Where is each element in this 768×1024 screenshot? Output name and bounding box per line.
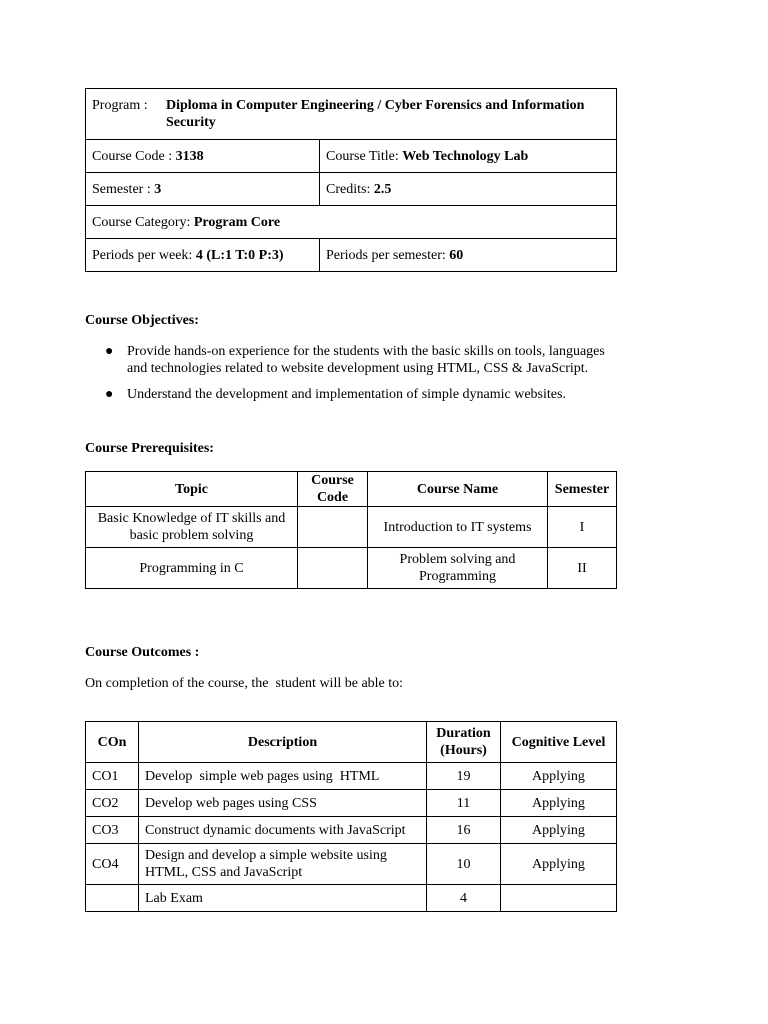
table-row [86,885,617,912]
outcomes-heading: Course Outcomes : [85,645,200,660]
table-row [86,844,617,885]
duration-cell: 4 [427,885,501,912]
course-name-cell: Introduction to IT systems [368,507,548,548]
co-cell: CO2 [86,790,139,817]
column-header: Course Code [298,472,368,507]
semester-cell: II [548,548,617,589]
description-cell: Construct dynamic documents with JavaScript [139,817,427,844]
column-header: Semester [548,472,617,507]
prerequisites-header-row [86,472,617,507]
periods-week-value: 4 (L:1 T:0 P:3) [195,247,284,263]
credits-cell [320,173,617,206]
outcomes-header-row [86,722,617,763]
semester-value: 3 [154,181,162,197]
table-row [86,763,617,790]
course-code-value: 3138 [175,148,204,164]
credits-label: Credits: [326,181,374,197]
cognitive-level-cell: Applying [501,763,617,790]
program-label: Program : [92,98,148,113]
cognitive-level-cell: Applying [501,790,617,817]
column-header: Cognitive Level [501,722,617,763]
periods-week-label: Periods per week: [92,247,196,263]
duration-cell: 19 [427,763,501,790]
objectives-heading: Course Objectives: [85,313,199,328]
semester-cell: I [548,507,617,548]
co-cell [86,885,139,912]
objective-text: Provide hands-on experience for the students with the basic skills on tools, languages and technologies related to website development using HTML, CSS & JavaScript. [127,344,605,376]
course-title-cell [320,140,617,173]
duration-cell: 11 [427,790,501,817]
periods-semester-cell [320,239,617,272]
co-cell: CO1 [86,763,139,790]
program-cell [86,89,617,140]
prerequisites-heading: Course Prerequisites: [85,441,214,456]
table-row [86,507,617,548]
objectives-list [105,343,620,412]
course-title-value: Web Technology Lab [402,148,529,164]
outcomes-intro: On completion of the course, the student will be able to: [85,676,404,691]
description-cell: Develop simple web pages using HTML [139,763,427,790]
co-cell: CO3 [86,817,139,844]
duration-cell: 16 [427,817,501,844]
table-row [86,548,617,589]
objective-text: Understand the development and implementation of simple dynamic websites. [127,387,566,402]
semester-row [86,173,617,206]
cognitive-level-cell: Applying [501,844,617,885]
periods-semester-label: Periods per semester: [326,247,450,263]
program-value: Diploma in Computer Engineering / Cyber Forensics and Information Security [166,98,585,130]
column-header: Topic [86,472,298,507]
category-row [86,206,617,239]
category-label: Course Category: [92,214,194,230]
category-value: Program Core [193,214,281,230]
course-name-cell: Problem solving and Programming [368,548,548,589]
periods-semester-value: 60 [449,247,464,263]
duration-cell: 10 [427,844,501,885]
description-cell: Develop web pages using CSS [139,790,427,817]
semester-label: Semester : [92,181,155,197]
topic-cell: Programming in C [86,548,298,589]
description-cell: Lab Exam [139,885,427,912]
table-row [86,817,617,844]
bullet-icon: ● [105,344,114,359]
periods-week-cell [86,239,320,272]
course-code-cell [86,140,320,173]
topic-cell: Basic Knowledge of IT skills and basic problem solving [86,507,298,548]
table-row [86,790,617,817]
semester-cell [86,173,320,206]
cognitive-level-cell: Applying [501,817,617,844]
bullet-icon: ● [105,387,114,402]
course-code-label: Course Code : [92,148,176,164]
periods-row [86,239,617,272]
course-info-table [85,88,617,272]
category-cell [86,206,617,239]
prerequisites-table [85,471,617,589]
outcomes-table [85,721,617,912]
program-row [86,89,617,140]
credits-value: 2.5 [373,181,392,197]
column-header: Course Name [368,472,548,507]
objective-item [105,343,620,377]
column-header: Duration (Hours) [427,722,501,763]
course-row [86,140,617,173]
course-code-cell [298,507,368,548]
course-title-label: Course Title: [326,148,403,164]
course-code-cell [298,548,368,589]
description-cell: Design and develop a simple website using HTML, CSS and JavaScript [139,844,427,885]
objective-item [105,386,620,403]
co-cell: CO4 [86,844,139,885]
column-header: Description [139,722,427,763]
cognitive-level-cell [501,885,617,912]
column-header: COn [86,722,139,763]
